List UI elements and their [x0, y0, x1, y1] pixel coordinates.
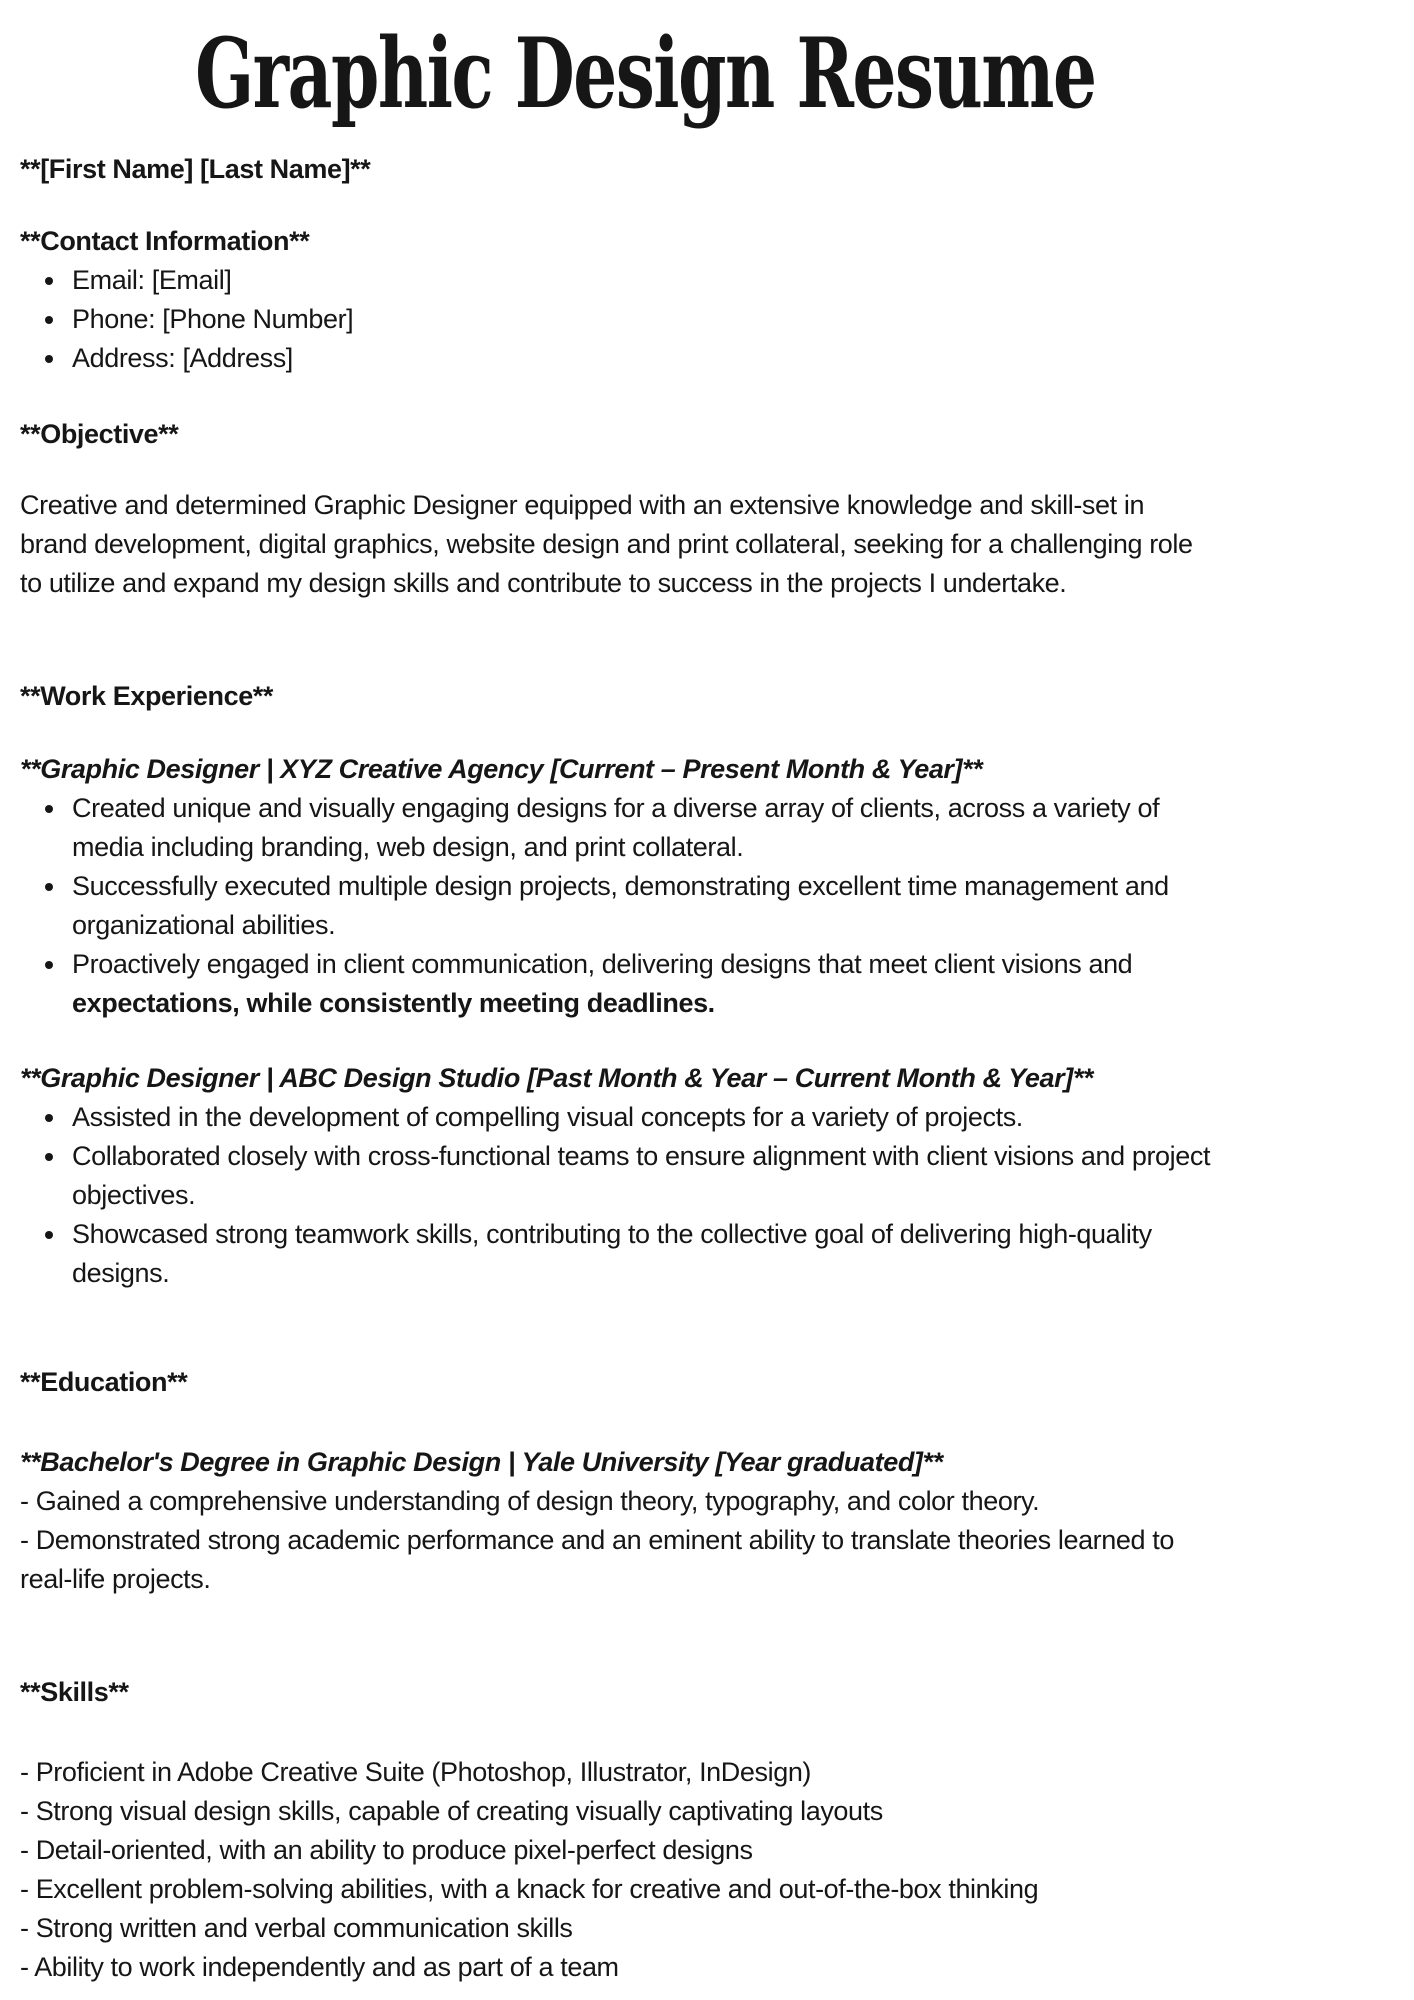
objective-line: to utilize and expand my design skills and contribute to success in the projects I undertake.: [20, 568, 1067, 598]
contact-item-text: Email: [Email]: [72, 265, 232, 295]
bullet-line: expectations, while consistently meeting deadlines.: [72, 988, 715, 1018]
skill-line: - Excellent problem-solving abilities, with a knack for creative and out-of-the-box thinking: [20, 1874, 1039, 1904]
bullet-line: designs.: [72, 1258, 170, 1288]
contact-item-text: Phone: [Phone Number]: [72, 304, 354, 334]
skills-list: [20, 1753, 1394, 1987]
bullet-item: [20, 1215, 1394, 1293]
bullet-line: objectives.: [72, 1180, 196, 1210]
bullet-line: Proactively engaged in client communication, delivering designs that meet client visions and: [72, 949, 1133, 979]
skill-line: - Strong written and verbal communication skills: [20, 1913, 573, 1943]
bullet-line: media including branding, web design, and print collateral.: [72, 832, 744, 862]
section-heading-objective: **Objective**: [20, 419, 179, 449]
objective-line: brand development, digital graphics, website design and print collateral, seeking for a challenging role: [20, 529, 1193, 559]
skill-line: - Ability to work independently and as part of a team: [20, 1952, 619, 1982]
skill-line: - Detail-oriented, with an ability to produce pixel-perfect designs: [20, 1835, 753, 1865]
bullet-line: Collaborated closely with cross-functional teams to ensure alignment with client visions and project: [72, 1141, 1211, 1171]
bullet-line: Successfully executed multiple design projects, demonstrating excellent time management and: [72, 871, 1169, 901]
contact-item: [20, 261, 1394, 300]
section-heading-skills: **Skills**: [20, 1677, 129, 1707]
objective-paragraph: [20, 486, 1394, 603]
bullet-marker: [45, 805, 53, 813]
skill-line: - Proficient in Adobe Creative Suite (Photoshop, Illustrator, InDesign): [20, 1757, 812, 1787]
bullet-item: [20, 1137, 1394, 1215]
job-heading-abc-design-studio: **Graphic Designer | ABC Design Studio [Past Month & Year – Current Month & Year]**: [20, 1063, 1094, 1093]
degree-heading: **Bachelor's Degree in Graphic Design | Yale University [Year graduated]**: [20, 1447, 943, 1477]
education-line: - Gained a comprehensive understanding of design theory, typography, and color theory.: [20, 1486, 1040, 1516]
page-title: [20, 17, 1270, 130]
section-heading-work-experience: **Work Experience**: [20, 681, 274, 711]
bullet-item: [20, 867, 1394, 945]
section-heading-contact: **Contact Information**: [20, 226, 310, 256]
bullet-item: [20, 1098, 1394, 1137]
bullet-marker: [45, 1114, 53, 1122]
job-heading-xyz-creative-agency: **Graphic Designer | XYZ Creative Agency [Current – Present Month & Year]**: [20, 754, 983, 784]
section-heading-education: **Education**: [20, 1367, 188, 1397]
contact-list: [20, 261, 1394, 378]
bullet-marker: [45, 961, 53, 969]
job-bullet-list: [20, 1098, 1394, 1293]
bullet-line: organizational abilities.: [72, 910, 336, 940]
bullet-marker: [45, 277, 53, 285]
education-detail: [20, 1482, 1394, 1599]
contact-item: [20, 300, 1394, 339]
skill-line: - Strong visual design skills, capable of creating visually captivating layouts: [20, 1796, 883, 1826]
bullet-line: Showcased strong teamwork skills, contributing to the collective goal of delivering high-quality: [72, 1219, 1152, 1249]
bullet-marker: [45, 316, 53, 324]
contact-item-text: Address: [Address]: [72, 343, 293, 373]
bullet-marker: [45, 355, 53, 363]
contact-item: [20, 339, 1394, 378]
bullet-line: Created unique and visually engaging designs for a diverse array of clients, across a variety of: [72, 793, 1160, 823]
job-bullet-list: [20, 789, 1394, 1023]
bullet-marker: [45, 1153, 53, 1161]
name-heading: **[First Name] [Last Name]**: [20, 154, 371, 184]
bullet-marker: [45, 1231, 53, 1239]
bullet-item: [20, 789, 1394, 867]
page-title-text: Graphic Design Resume: [195, 17, 1096, 130]
education-line: real-life projects.: [20, 1564, 211, 1594]
objective-line: Creative and determined Graphic Designer equipped with an extensive knowledge and skill-set in: [20, 490, 1145, 520]
education-line: - Demonstrated strong academic performance and an eminent ability to translate theories learned to: [20, 1525, 1174, 1555]
bullet-marker: [45, 883, 53, 891]
bullet-item: [20, 945, 1394, 1023]
bullet-line: Assisted in the development of compelling visual concepts for a variety of projects.: [72, 1102, 1023, 1132]
